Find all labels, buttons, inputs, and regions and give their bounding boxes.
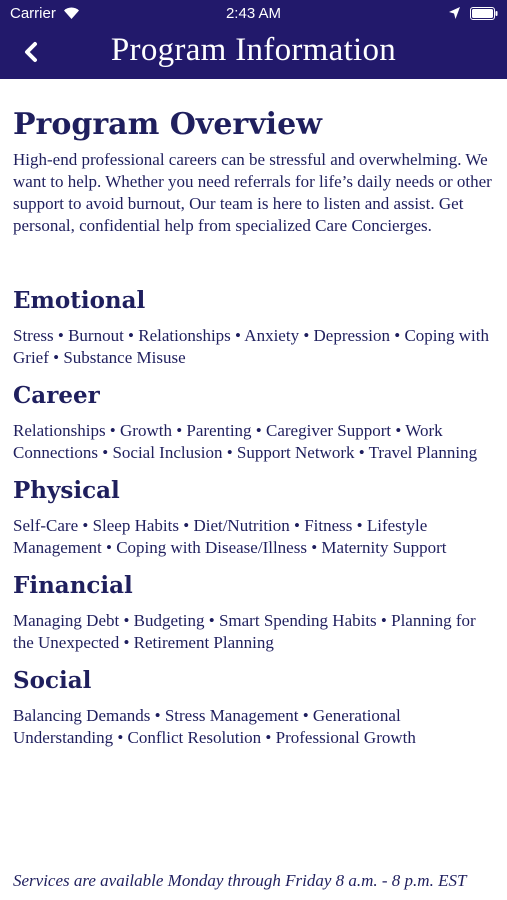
- section-social: [13, 667, 500, 749]
- status-bar: [0, 0, 507, 26]
- overview-heading: Program Overview: [13, 107, 322, 142]
- section-financial: [13, 572, 500, 654]
- carrier-label: Carrier: [10, 5, 56, 22]
- overview-text: High-end professional careers can be stressful and overwhelming. We want to help. Whether you need referrals for life’s daily needs or other support to avoid burnout, Our team is here to listen and assist. Get personal, confidential help from specialized Care Concierges.: [13, 150, 492, 235]
- section-emotional: [13, 287, 500, 369]
- section-career: [13, 382, 500, 464]
- location-arrow-icon: [448, 6, 461, 20]
- section-heading: Social: [13, 667, 92, 694]
- header: [0, 0, 507, 79]
- program-content: [13, 92, 500, 749]
- battery-icon: [470, 7, 498, 20]
- section-heading: Career: [13, 382, 100, 409]
- section-text: Relationships • Growth • Parenting • Caregiver Support • Work Connections • Social Inclusion • Support Network • Travel Planning: [13, 421, 478, 462]
- section-heading: Financial: [13, 572, 133, 599]
- section-text: Self-Care • Sleep Habits • Diet/Nutrition • Fitness • Lifestyle Management • Coping with Disease/Illness • Maternity Support: [13, 516, 447, 557]
- section-text: Stress • Burnout • Relationships • Anxiety • Depression • Coping with Grief • Substance Misuse: [13, 326, 489, 367]
- section-text: Managing Debt • Budgeting • Smart Spending Habits • Planning for the Unexpected • Retirement Planning: [13, 611, 476, 652]
- navigation-bar: [0, 26, 507, 79]
- availability-note: Services are available Monday through Friday 8 a.m. - 8 p.m. EST: [13, 871, 467, 890]
- section-physical: [13, 477, 500, 559]
- status-time: 2:43 AM: [225, 5, 282, 22]
- section-heading: Physical: [13, 477, 120, 504]
- section-heading: Emotional: [13, 287, 146, 314]
- page-title: Program Information: [110, 32, 397, 68]
- section-text: Balancing Demands • Stress Management • Generational Understanding • Conflict Resolution • Professional Growth: [13, 706, 416, 747]
